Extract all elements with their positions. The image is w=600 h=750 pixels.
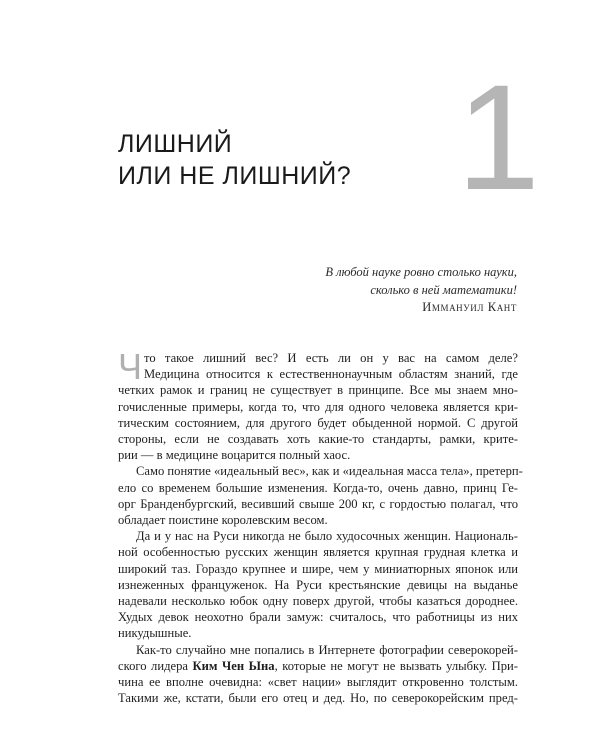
paragraph-5 <box>118 642 518 707</box>
paragraph-4-line-5: надевали несколько юбок одну поверх другой, чтобы казаться дороднее. <box>118 594 518 609</box>
paragraph-4 <box>118 528 518 641</box>
chapter-title-line-1: ЛИШНИЙ <box>118 130 233 158</box>
paragraph-3-line-3: орг Бранденбургский, весивший свыше 200 кг, с гордостью полагал, что <box>118 496 518 511</box>
paragraph-5-line-2-pre: ского лидера <box>118 658 193 673</box>
epigraph-quote-line-1: В любой науке ровно столько науки, <box>325 265 517 279</box>
epigraph-quote-line-2: сколько в ней математики! <box>370 282 517 297</box>
body-text <box>118 346 523 706</box>
chapter-title-line-2: ИЛИ НЕ ЛИШНИЙ? <box>118 162 352 190</box>
paragraph-3 <box>118 463 523 528</box>
paragraph-5-line-2-post: , которые не могут не вызвать улыбку. При- <box>274 658 518 673</box>
paragraph-2-line-4: тическим состоянием, для другого будет обыденной нормой. С другой <box>118 415 518 430</box>
paragraph-4-line-6: Худых девок неохотно брали замуж: считалось, что работницы из них <box>118 610 518 625</box>
epigraph <box>217 264 517 317</box>
chapter-title <box>118 128 438 192</box>
paragraph-3-line-2: ело со временем большие изменения. Когда-то, очень давно, принц Ге- <box>118 480 518 495</box>
paragraph-5-line-4: Такими же, кстати, были его отец и дед. Но, по северокорейским пред- <box>118 691 518 706</box>
paragraph-2-line-1 <box>118 366 518 382</box>
leader-name-bold: Ким Чен Ына <box>192 658 275 673</box>
paragraph-5-line-2 <box>118 658 518 674</box>
paragraph-5-line-3: чина ее вполне очевидна: «свет нации» выглядит откровенно толстым. <box>118 675 518 690</box>
paragraph-1-line-1: то такое лишний вес? И есть ли он у вас на самом деле? <box>144 351 518 365</box>
paragraph-4-line-3: широкий таз. Гораздо крупнее и шире, чем у миниатюрных японок или <box>118 561 518 576</box>
paragraph-2-line-6: рии — в медицине воцарится полный хаос. <box>118 448 351 463</box>
paragraph-4-line-2: ной особенностью русских женщин является крупная грудная клетка и <box>118 545 518 560</box>
paragraph-4-line-7: никудышные. <box>118 626 192 641</box>
epigraph-author: Иммануил Кант <box>422 300 517 314</box>
paragraph-2-line-1-text: Медицина относится к естественнонаучным областям знаний, где <box>144 367 518 382</box>
paragraph-4-line-1: Да и у нас на Руси никогда не было худосочных женщин. Националь- <box>136 529 518 544</box>
paragraph-3-line-1: Само понятие «идеальный вес», как и «идеальная масса тела», претерп- <box>136 464 523 479</box>
drop-cap: Ч <box>118 346 142 387</box>
paragraph-2-line-2: четких рамок и границ не существует в принципе. Все мы знаем мно- <box>118 383 518 398</box>
paragraph-2 <box>118 366 518 463</box>
paragraph-2-line-5: стороны, если не создавать хоть какие-то стандарты, рамки, крите- <box>118 432 518 447</box>
paragraph-2-line-3: гочисленные примеры, когда то, что для одного человека является кри- <box>118 399 518 414</box>
paragraph-5-line-1: Как-то случайно мне попались в Интернете фотографии северокорей- <box>136 642 518 657</box>
chapter-number: 1 <box>456 53 540 221</box>
paragraph-3-line-4: обладает поистине королевским весом. <box>118 513 328 528</box>
paragraph-4-line-4: изнеженных француженок. На Руси крестьянские девицы на выданье <box>118 577 518 592</box>
